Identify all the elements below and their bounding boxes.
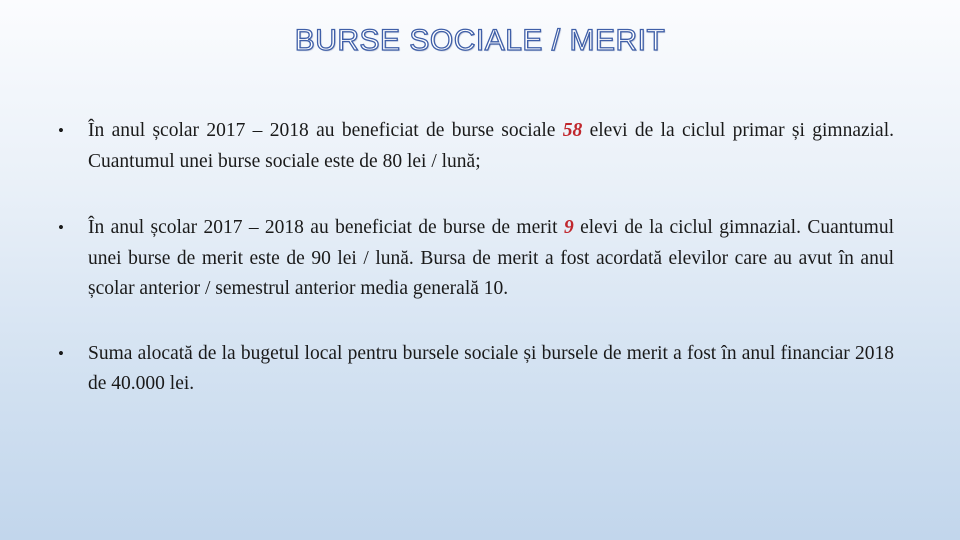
bullet-text: Suma alocată de la bugetul local pentru bursele sociale și bursele de merit a fost în anul financiar 2018 de 40.000 lei. <box>88 342 894 394</box>
bullet-merit-scholarships <box>58 213 894 305</box>
bullet-dot-icon: • <box>58 218 64 237</box>
bullet-budget-total <box>58 339 894 400</box>
social-scholarship-count: 58 <box>562 120 583 141</box>
bullet-social-scholarships <box>58 116 894 177</box>
bullet-list <box>58 116 894 400</box>
bullet-text-end: elevi de la ciclul primar și gimnazial. Cuantumul unei burse sociale este de 80 lei / lună; <box>88 120 894 172</box>
bullet-dot-icon: • <box>58 343 64 363</box>
bullet-text-end: elevi de la ciclul gimnazial. Cuantumul unei burse de merit este de 90 lei / lună. Bursa de merit a fost acordată elevilor care au avut în anul școlar anterior / semestrul anterior media generală 10. <box>88 217 894 299</box>
bullet-dot-icon: • <box>58 121 64 140</box>
bullet-text-start: În anul școlar 2017 – 2018 au beneficiat de burse sociale <box>88 120 563 141</box>
slide-title: BURSE SOCIALE / MERIT <box>294 24 666 57</box>
merit-scholarship-count: 9 <box>563 217 574 238</box>
bullet-text-start: În anul școlar 2017 – 2018 au beneficiat de burse de merit <box>88 217 564 238</box>
